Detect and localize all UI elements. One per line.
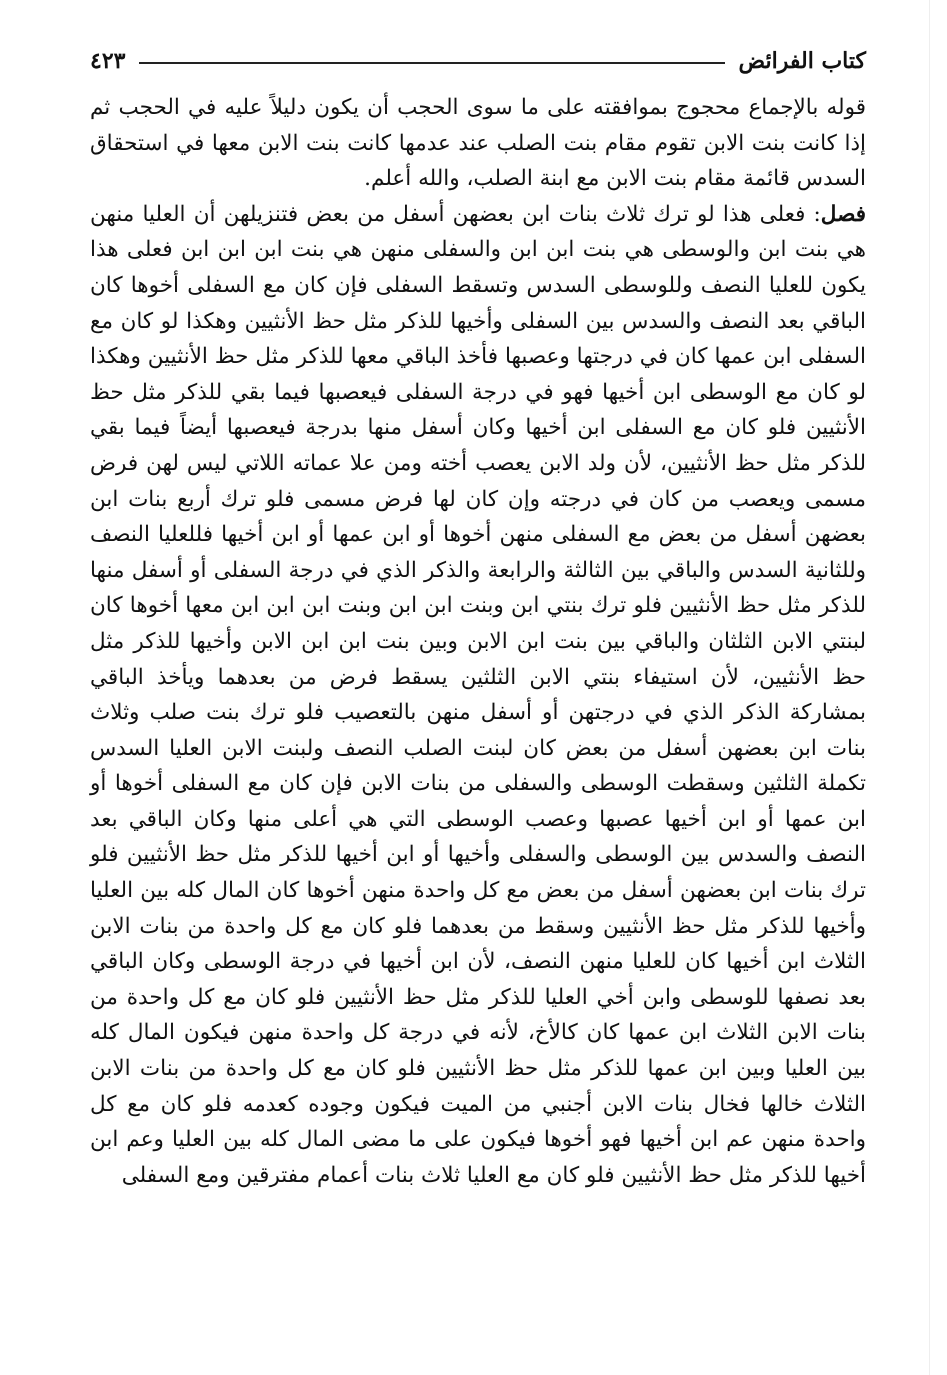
page-number: ٤٢٣ [90,48,126,74]
paragraph-2-text: : فعلى هذا لو ترك ثلاث بنات ابن بعضهن أسفل من بعض فتنزيلهن أن العليا منهن هي بنت ابن والوسطى هي بنت ابن ابن والسفلى منهن هي بنت ابن ابن ابن فعلى هذا يكون للعليا النصف وللوسطى السدس وتسقط السفلى فإن كان مع السفلى أخوها كان الباقي بعد النصف والسدس بين السفلى وأخيها للذكر مثل حظ الأنثيين وهكذا لو كان مع السفلى ابن عمها كان في درجتها وعصبها فأخذ الباقي معها للذكر مثل حظ الأنثيين وهكذا لو كان مع الوسطى ابن أخيها فهو في درجة السفلى فيعصبها فيما بقي للذكر مثل حظ الأنثيين فلو كان مع السفلى ابن أخيها وكان أسفل منها بدرجة فيعصبها أيضاً فيما بقي للذكر مثل حظ الأنثيين، لأن ولد الابن يعصب أخته ومن علا عماته اللاتي ليس لهن فرض مسمى ويعصب من كان في درجته وإن كان لها فرض مسمى فلو ترك أربع بنات ابن بعضهن أسفل من بعض مع السفلى منهن أخوها أو ابن عمها أو ابن أخيها فللعليا النصف وللثانية السدس والباقي بين الثالثة والرابعة والذكر الذي في درجة السفلى أو أسفل منها للذكر مثل حظ الأنثيين فلو ترك بنتي ابن وبنت ابن ابن وبنت ابن ابن ابن معها أخوها كان لبنتي الابن الثلثان والباقي بين بنت ابن الابن وبين بنت ابن ابن الابن وأخيها للذكر مثل حظ الأنثيين، لأن استيفاء بنتي الابن الثلثين يسقط فرض من بعدهما ويأخذ الباقي بمشاركة الذكر الذي في درجتهن أو أسفل منهن بالتعصيب فلو ترك بنت صلب وثلاث بنات ابن بعضهن أسفل من بعض كان لبنت الصلب النصف ولبنت الابن العليا السدس تكملة الثلثين وسقطت الوسطى والسفلى من بنات الابن فإن كان مع السفلى أخوها أو ابن عمها أو ابن أخيها عصبها وعصب الوسطى التي هي أعلى منها وكان الباقي بعد النصف والسدس بين الوسطى والسفلى وأخيها أو ابن أخيها للذكر مثل حظ الأنثيين فلو ترك بنات ابن بعضهن أسفل من بعض مع كل واحدة منهن أخوها كان المال كله بين العليا وأخيها للذكر مثل حظ الأنثيين وسقط من بعدهما فلو كان مع كل واحدة من بنات الابن الثلاث ابن أخيها كان للعليا منهن النصف، لأن ابن أخيها في درجة الوسطى وكان الباقي بعد نصفها للوسطى وابن أخي العليا للذكر مثل حظ الأنثيين فلو كان مع كل واحدة من بنات الابن الثلاث ابن عمها كان كالأخ، لأنه في درجة كل واحدة منهن فيكون المال كله بين العليا وبين ابن عمها للذكر مثل حظ الأنثيين فلو كان مع كل واحدة من بنات الابن الثلاث خالها فخال بنات الابن أجنبي من الميت فيكون وجوده كعدمه فلو كان مع كل واحدة منهن عم ابن أخيها فهو أخوها فيكون على ما مضى المال كله بين العليا وعم ابن أخيها للذكر مثل حظ الأنثيين فلو كان مع العليا ثلاث بنات أعمام مفترقين ومع السفلى [90,201,866,1188]
body-text [90,90,866,1193]
paragraph-1 [90,90,866,197]
page-header [90,40,866,82]
page-edge-shadow [929,0,930,1375]
section-heading-fasl: فصل [820,201,866,227]
paragraph-1-text: قوله بالإجماع محجوج بموافقته على ما سوى الحجب أن يكون دليلاً عليه في الحجب ثم إذا كانت بنت الابن تقوم مقام بنت الصلب عند عدمها كانت بنت الابن معها في استحقاق السدس قائمة مقام بنت الابن مع ابنة الصلب، والله أعلم. [90,95,866,192]
book-page [90,40,866,1193]
header-rule [139,62,724,64]
running-title: كتاب الفرائض [738,48,866,74]
paragraph-2 [90,197,866,1194]
